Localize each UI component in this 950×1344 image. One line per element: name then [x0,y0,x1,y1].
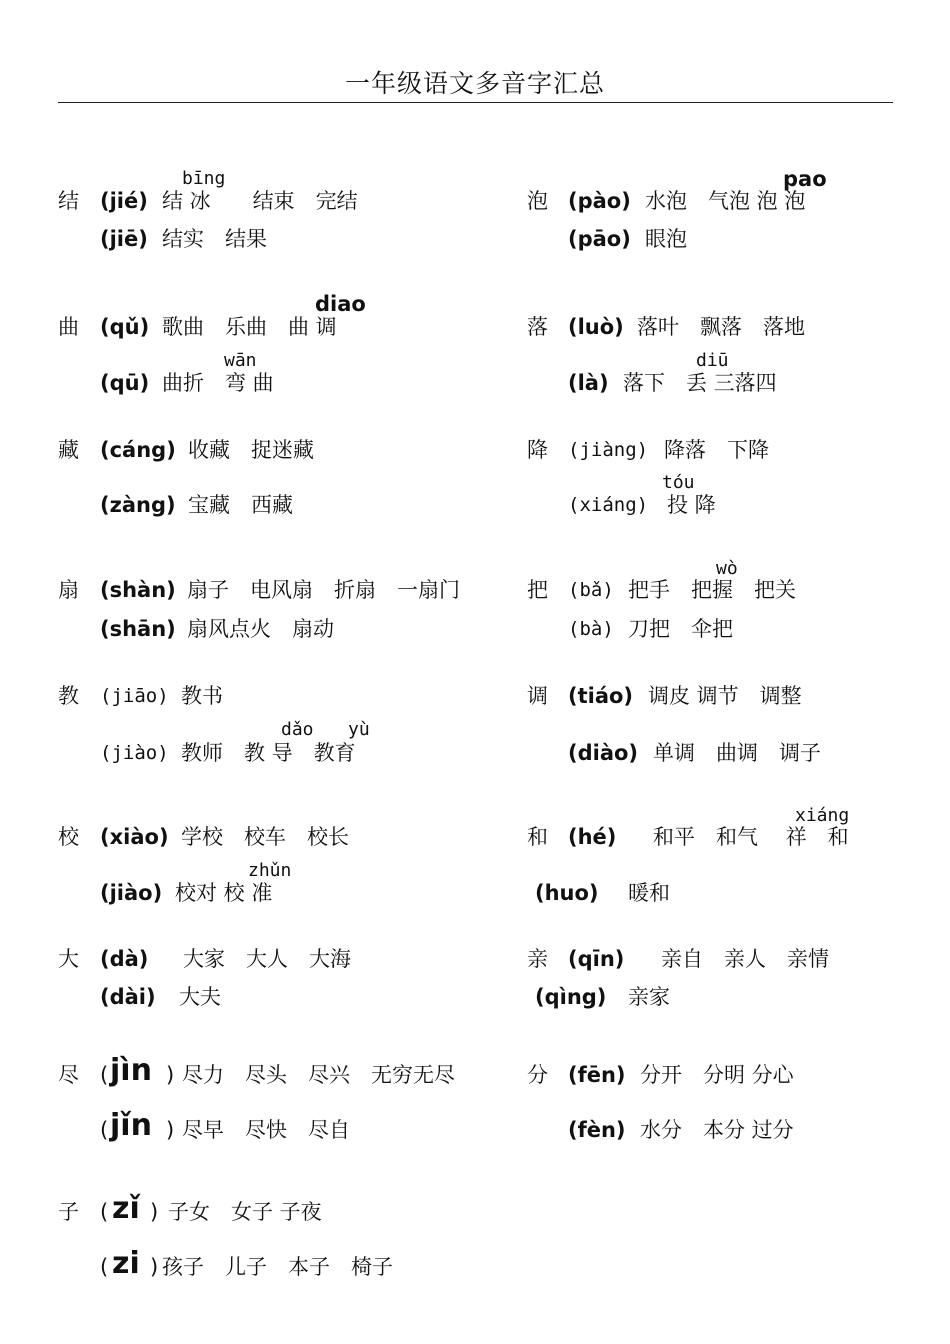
words-jiao-xiao: 校对 校 准 [175,881,273,905]
pinyin-diao: (diào) [568,741,639,765]
pinyin-jiao4: (jiào) [100,742,169,764]
entry-char-cang: 藏 [58,438,79,462]
pinyin-qin: (qīn) [568,947,625,971]
pinyin-dai: (dài) [100,985,156,1009]
words-jiang: 降落 下降 [664,438,769,462]
pinyin-fen4: (fèn) [568,1118,626,1142]
words-da: 大家 大人 大海 [183,947,351,971]
paren-open-zi: ( [100,1255,109,1279]
annotation-zhun: zhǔn [248,860,292,881]
words-zang: 宝藏 西藏 [188,493,293,517]
entry-char-da: 大 [58,947,79,971]
entry-char-pao: 泡 [527,189,548,213]
words-zi: 孩子 儿子 本子 椅子 [162,1255,393,1279]
pinyin-jin3: jǐn [110,1108,152,1143]
words-tiao: 调皮 调节 调整 [648,684,802,708]
pinyin-jie2: (jié) [100,189,148,213]
words-qu3: 歌曲 乐曲 曲 调 [162,315,337,339]
entry-char-fen: 分 [527,1063,548,1087]
paren-open-jin4: ( [100,1063,109,1087]
pinyin-jiao-xiao: (jiào) [100,881,163,905]
words-cang: 收藏 捉迷藏 [188,438,314,462]
title-underline [58,102,893,103]
annotation-diao: diao [315,292,366,316]
entry-char-qu: 曲 [58,315,79,339]
entry-char-tiao: 调 [527,684,548,708]
words-shan4: 扇子 电风扇 折扇 一扇门 [187,578,460,602]
pinyin-ba3: (bǎ) [568,579,614,601]
entry-char-xiao: 校 [58,825,79,849]
paren-close-zi3: ) [150,1200,159,1224]
annotation-wan: wān [224,350,257,371]
words-ba3: 把手 把握 把关 [628,578,796,602]
pinyin-he: (hé) [568,825,617,849]
entry-char-zi: 子 [58,1200,79,1224]
pinyin-xiao: (xiào) [100,825,169,849]
pinyin-fen1: (fēn) [568,1063,626,1087]
words-zi3: 子女 女子 子夜 [168,1200,322,1224]
words-jie2: 结 冰 结束 完结 [162,189,358,213]
pinyin-huo: (huo) [535,881,599,905]
words-pao4: 水泡 气泡 泡 泡 [645,189,806,213]
paren-close-jin4: ) [166,1063,175,1087]
words-diao: 单调 曲调 调子 [653,741,821,765]
words-jin3: 尽早 尽快 尽自 [182,1118,350,1142]
words-qu1: 曲折 弯 曲 [162,371,274,395]
paren-open-jin3: ( [100,1118,109,1142]
words-fen1: 分开 分明 分心 [640,1063,794,1087]
pinyin-jin4: jìn [110,1053,152,1088]
annotation-diu: diū [696,350,729,371]
pinyin-pao4: (pào) [568,189,631,213]
words-huo: 暖和 [628,881,670,905]
words-jin4: 尽力 尽头 尽兴 无穷无尽 [182,1063,455,1087]
pinyin-pao1: (pāo) [568,227,631,251]
entry-char-luo: 落 [527,315,548,339]
words-jie1: 结实 结果 [162,227,267,251]
words-la: 落下 丢 三落四 [623,371,777,395]
entry-char-qin: 亲 [527,947,548,971]
words-jiao4: 教师 教 导 教育 [181,741,356,765]
words-xiang: 投 降 [667,493,716,517]
pinyin-ba4: (bà) [568,618,614,640]
pinyin-tiao: (tiáo) [568,684,634,708]
pinyin-shan4: (shàn) [100,578,176,602]
pinyin-zi3: zǐ [112,1191,140,1226]
annotation-bing: bīng [182,168,226,189]
paren-close-jin3: ) [166,1118,175,1142]
entry-char-jie: 结 [58,189,79,213]
annotation-xiang: xiáng [795,805,850,826]
words-luo: 落叶 飘落 落地 [637,315,805,339]
paren-open-zi3: ( [100,1200,109,1224]
paren-close-zi: ) [150,1255,159,1279]
words-xiao: 学校 校车 校长 [181,825,349,849]
entry-char-ba: 把 [527,578,548,602]
pinyin-xiang: (xiáng) [568,494,649,516]
entry-char-he: 和 [527,825,548,849]
page-title: 一年级语文多音字汇总 [344,69,605,98]
annotation-pao: pao [783,167,827,191]
words-qing: 亲家 [628,985,670,1009]
pinyin-shan1: (shān) [100,617,176,641]
entry-char-jiang: 降 [527,438,548,462]
pinyin-qing: (qìng) [535,985,607,1009]
entry-char-jiao: 教 [58,684,79,708]
pinyin-qu1: (qū) [100,371,150,395]
words-shan1: 扇风点火 扇动 [187,617,334,641]
entry-char-shan: 扇 [58,578,79,602]
words-ba4: 刀把 伞把 [628,617,733,641]
annotation-wo: wò [716,558,738,579]
words-pao1: 眼泡 [645,227,687,251]
words-jiao1: 教书 [181,684,223,708]
words-he: 和平 和气 祥 和 [653,825,849,849]
words-fen4: 水分 本分 过分 [640,1118,794,1142]
annotation-dao: dǎo [281,719,314,740]
pinyin-cang: (cáng) [100,438,176,462]
entry-char-jin: 尽 [58,1063,79,1087]
annotation-yu: yù [348,719,370,740]
pinyin-zi: zi [112,1246,140,1281]
pinyin-jie1: (jiē) [100,227,148,251]
pinyin-da: (dà) [100,947,149,971]
words-qin: 亲自 亲人 亲情 [661,947,829,971]
pinyin-luo: (luò) [568,315,624,339]
annotation-tou: tóu [662,472,695,493]
pinyin-zang: (zàng) [100,493,176,517]
words-dai: 大夫 [179,985,221,1009]
pinyin-jiang: (jiàng) [568,439,649,461]
pinyin-jiao1: (jiāo) [100,685,169,707]
pinyin-la: (là) [568,371,609,395]
pinyin-qu3: (qǔ) [100,315,150,339]
